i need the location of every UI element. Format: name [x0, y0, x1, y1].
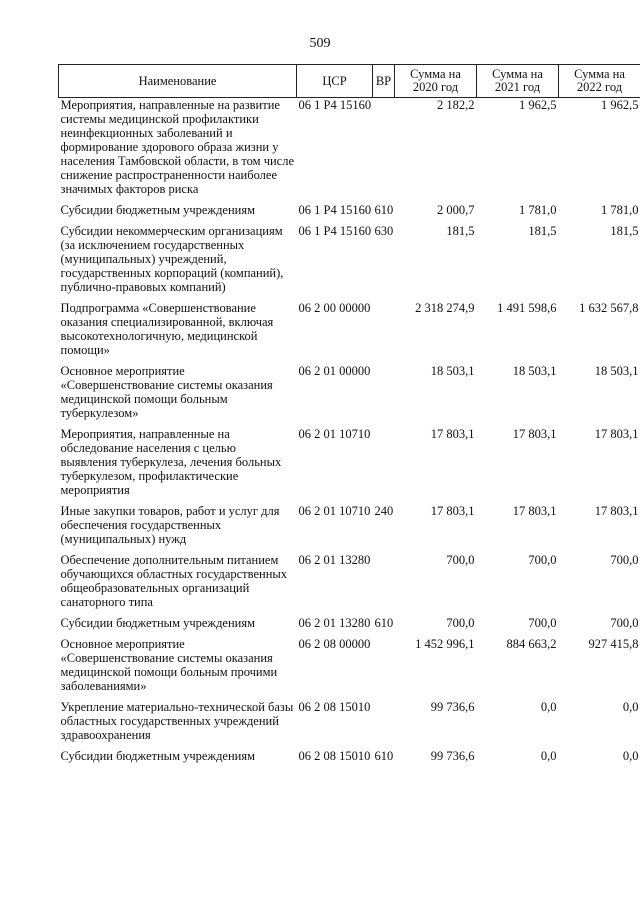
row-sum-2021: 17 803,1	[512, 504, 557, 518]
row-name: Субсидии бюджетным учреждениям	[60, 749, 256, 763]
row-sum-2021: 0,0	[540, 700, 557, 714]
row-sum-2020: 2 000,7	[437, 203, 475, 217]
row-sum-2020: 1 452 996,1	[415, 637, 475, 651]
header-2020: Сумма на 2020 год	[395, 65, 477, 98]
row-name: Субсидии бюджетным учреждениям	[60, 203, 256, 217]
table-row	[59, 427, 640, 504]
header-2021: Сумма на 2021 год	[477, 65, 559, 98]
row-vr: 610	[374, 616, 394, 630]
row-name: Субсидии некоммерческим организациям (за исключением государственных (муниципальных) учреждений, государственных корпораций (компаний), публично-правовых компаний)	[60, 224, 284, 294]
table-row	[59, 203, 640, 224]
table-row	[59, 700, 640, 749]
row-csr: 06 2 01 13280	[298, 553, 371, 567]
row-sum-2021: 17 803,1	[512, 427, 557, 441]
row-vr: 240	[374, 504, 394, 518]
row-vr	[373, 301, 395, 364]
row-csr: 06 2 00 00000	[298, 301, 371, 315]
row-sum-2020: 181,5	[446, 224, 475, 238]
row-sum-2022: 700,0	[610, 616, 639, 630]
row-sum-2021: 700,0	[528, 553, 557, 567]
row-sum-2020: 700,0	[446, 553, 475, 567]
row-vr: 610	[374, 203, 394, 217]
row-name: Мероприятия, направленные на развитие системы медицинской профилактики неинфекционных заболеваний и формирование здорового образа жизни у населения Тамбовской области, в том числе снижение распространенности наиболее значимых факторов риска	[60, 98, 295, 196]
row-csr: 06 1 Р4 15160	[298, 98, 372, 112]
budget-table	[58, 64, 640, 770]
header-vr: ВР	[373, 65, 395, 98]
row-csr: 06 1 Р4 15160	[298, 203, 372, 217]
row-vr	[373, 700, 395, 749]
row-sum-2020: 17 803,1	[430, 504, 475, 518]
row-csr: 06 2 08 00000	[298, 637, 371, 651]
row-vr	[373, 364, 395, 427]
row-name: Основное мероприятие «Совершенствование системы оказания медицинской помощи больным туберкулезом»	[60, 364, 273, 420]
row-sum-2022: 181,5	[610, 224, 639, 238]
row-name: Укрепление материально-технической базы областных государственных учреждений здравоохранения	[60, 700, 294, 742]
row-sum-2022: 17 803,1	[594, 427, 639, 441]
row-csr: 06 2 01 13280	[298, 616, 371, 630]
page-number: 509	[309, 36, 331, 51]
row-vr: 610	[374, 749, 394, 763]
row-sum-2021: 1 491 598,6	[497, 301, 557, 315]
row-csr: 06 2 01 10710	[298, 504, 371, 518]
row-name: Субсидии бюджетным учреждениям	[60, 616, 256, 630]
row-sum-2022: 0,0	[622, 749, 639, 763]
header-csr: ЦСР	[297, 65, 373, 98]
row-sum-2022: 18 503,1	[594, 364, 639, 378]
table-row	[59, 364, 640, 427]
row-vr	[373, 553, 395, 616]
table-row	[59, 749, 640, 770]
row-sum-2022: 1 781,0	[601, 203, 639, 217]
row-vr	[373, 427, 395, 504]
row-csr: 06 2 01 10710	[298, 427, 371, 441]
row-sum-2022: 0,0	[622, 700, 639, 714]
table-row	[59, 616, 640, 637]
row-sum-2022: 700,0	[610, 553, 639, 567]
table-row	[59, 637, 640, 700]
row-sum-2020: 99 736,6	[430, 749, 475, 763]
row-sum-2020: 2 318 274,9	[415, 301, 475, 315]
row-csr: 06 2 08 15010	[298, 700, 371, 714]
header-name: Наименование	[59, 65, 297, 98]
row-sum-2020: 18 503,1	[430, 364, 475, 378]
row-name: Мероприятия, направленные на обследование населения с целью выявления туберкулеза, лечения больных туберкулезом, профилактические мероприятия	[60, 427, 282, 497]
row-sum-2021: 700,0	[528, 616, 557, 630]
row-csr: 06 1 Р4 15160	[298, 224, 372, 238]
row-name: Обеспечение дополнительным питанием обучающихся областных государственных общеобразовательных организаций санаторного типа	[60, 553, 288, 609]
row-vr	[373, 637, 395, 700]
row-sum-2022: 1 632 567,8	[579, 301, 639, 315]
table-row	[59, 504, 640, 553]
row-sum-2020: 17 803,1	[430, 427, 475, 441]
row-vr	[373, 98, 395, 204]
row-name: Основное мероприятие «Совершенствование системы оказания медицинской помощи больным прочими заболеваниями»	[60, 637, 278, 693]
row-vr: 630	[374, 224, 394, 238]
row-sum-2022: 1 962,5	[601, 98, 639, 112]
row-sum-2020: 2 182,2	[437, 98, 475, 112]
row-sum-2020: 700,0	[446, 616, 475, 630]
row-sum-2021: 18 503,1	[512, 364, 557, 378]
table-row	[59, 553, 640, 616]
row-sum-2021: 0,0	[540, 749, 557, 763]
row-sum-2021: 1 781,0	[519, 203, 557, 217]
row-sum-2022: 17 803,1	[594, 504, 639, 518]
row-name: Подпрограмма «Совершенствование оказания специализированной, включая высокотехнологичную, медицинской помощи»	[60, 301, 274, 357]
row-name: Иные закупки товаров, работ и услуг для обеспечения государственных (муниципальных) нужд	[60, 504, 280, 546]
table-row	[59, 301, 640, 364]
row-sum-2022: 927 415,8	[588, 637, 639, 651]
header-2022: Сумма на 2022 год	[559, 65, 640, 98]
table-header	[59, 65, 640, 98]
row-sum-2021: 884 663,2	[506, 637, 557, 651]
table-row	[59, 224, 640, 301]
row-sum-2020: 99 736,6	[430, 700, 475, 714]
row-sum-2021: 1 962,5	[519, 98, 557, 112]
row-sum-2021: 181,5	[528, 224, 557, 238]
row-csr: 06 2 08 15010	[298, 749, 371, 763]
row-csr: 06 2 01 00000	[298, 364, 371, 378]
table-row	[59, 98, 640, 204]
